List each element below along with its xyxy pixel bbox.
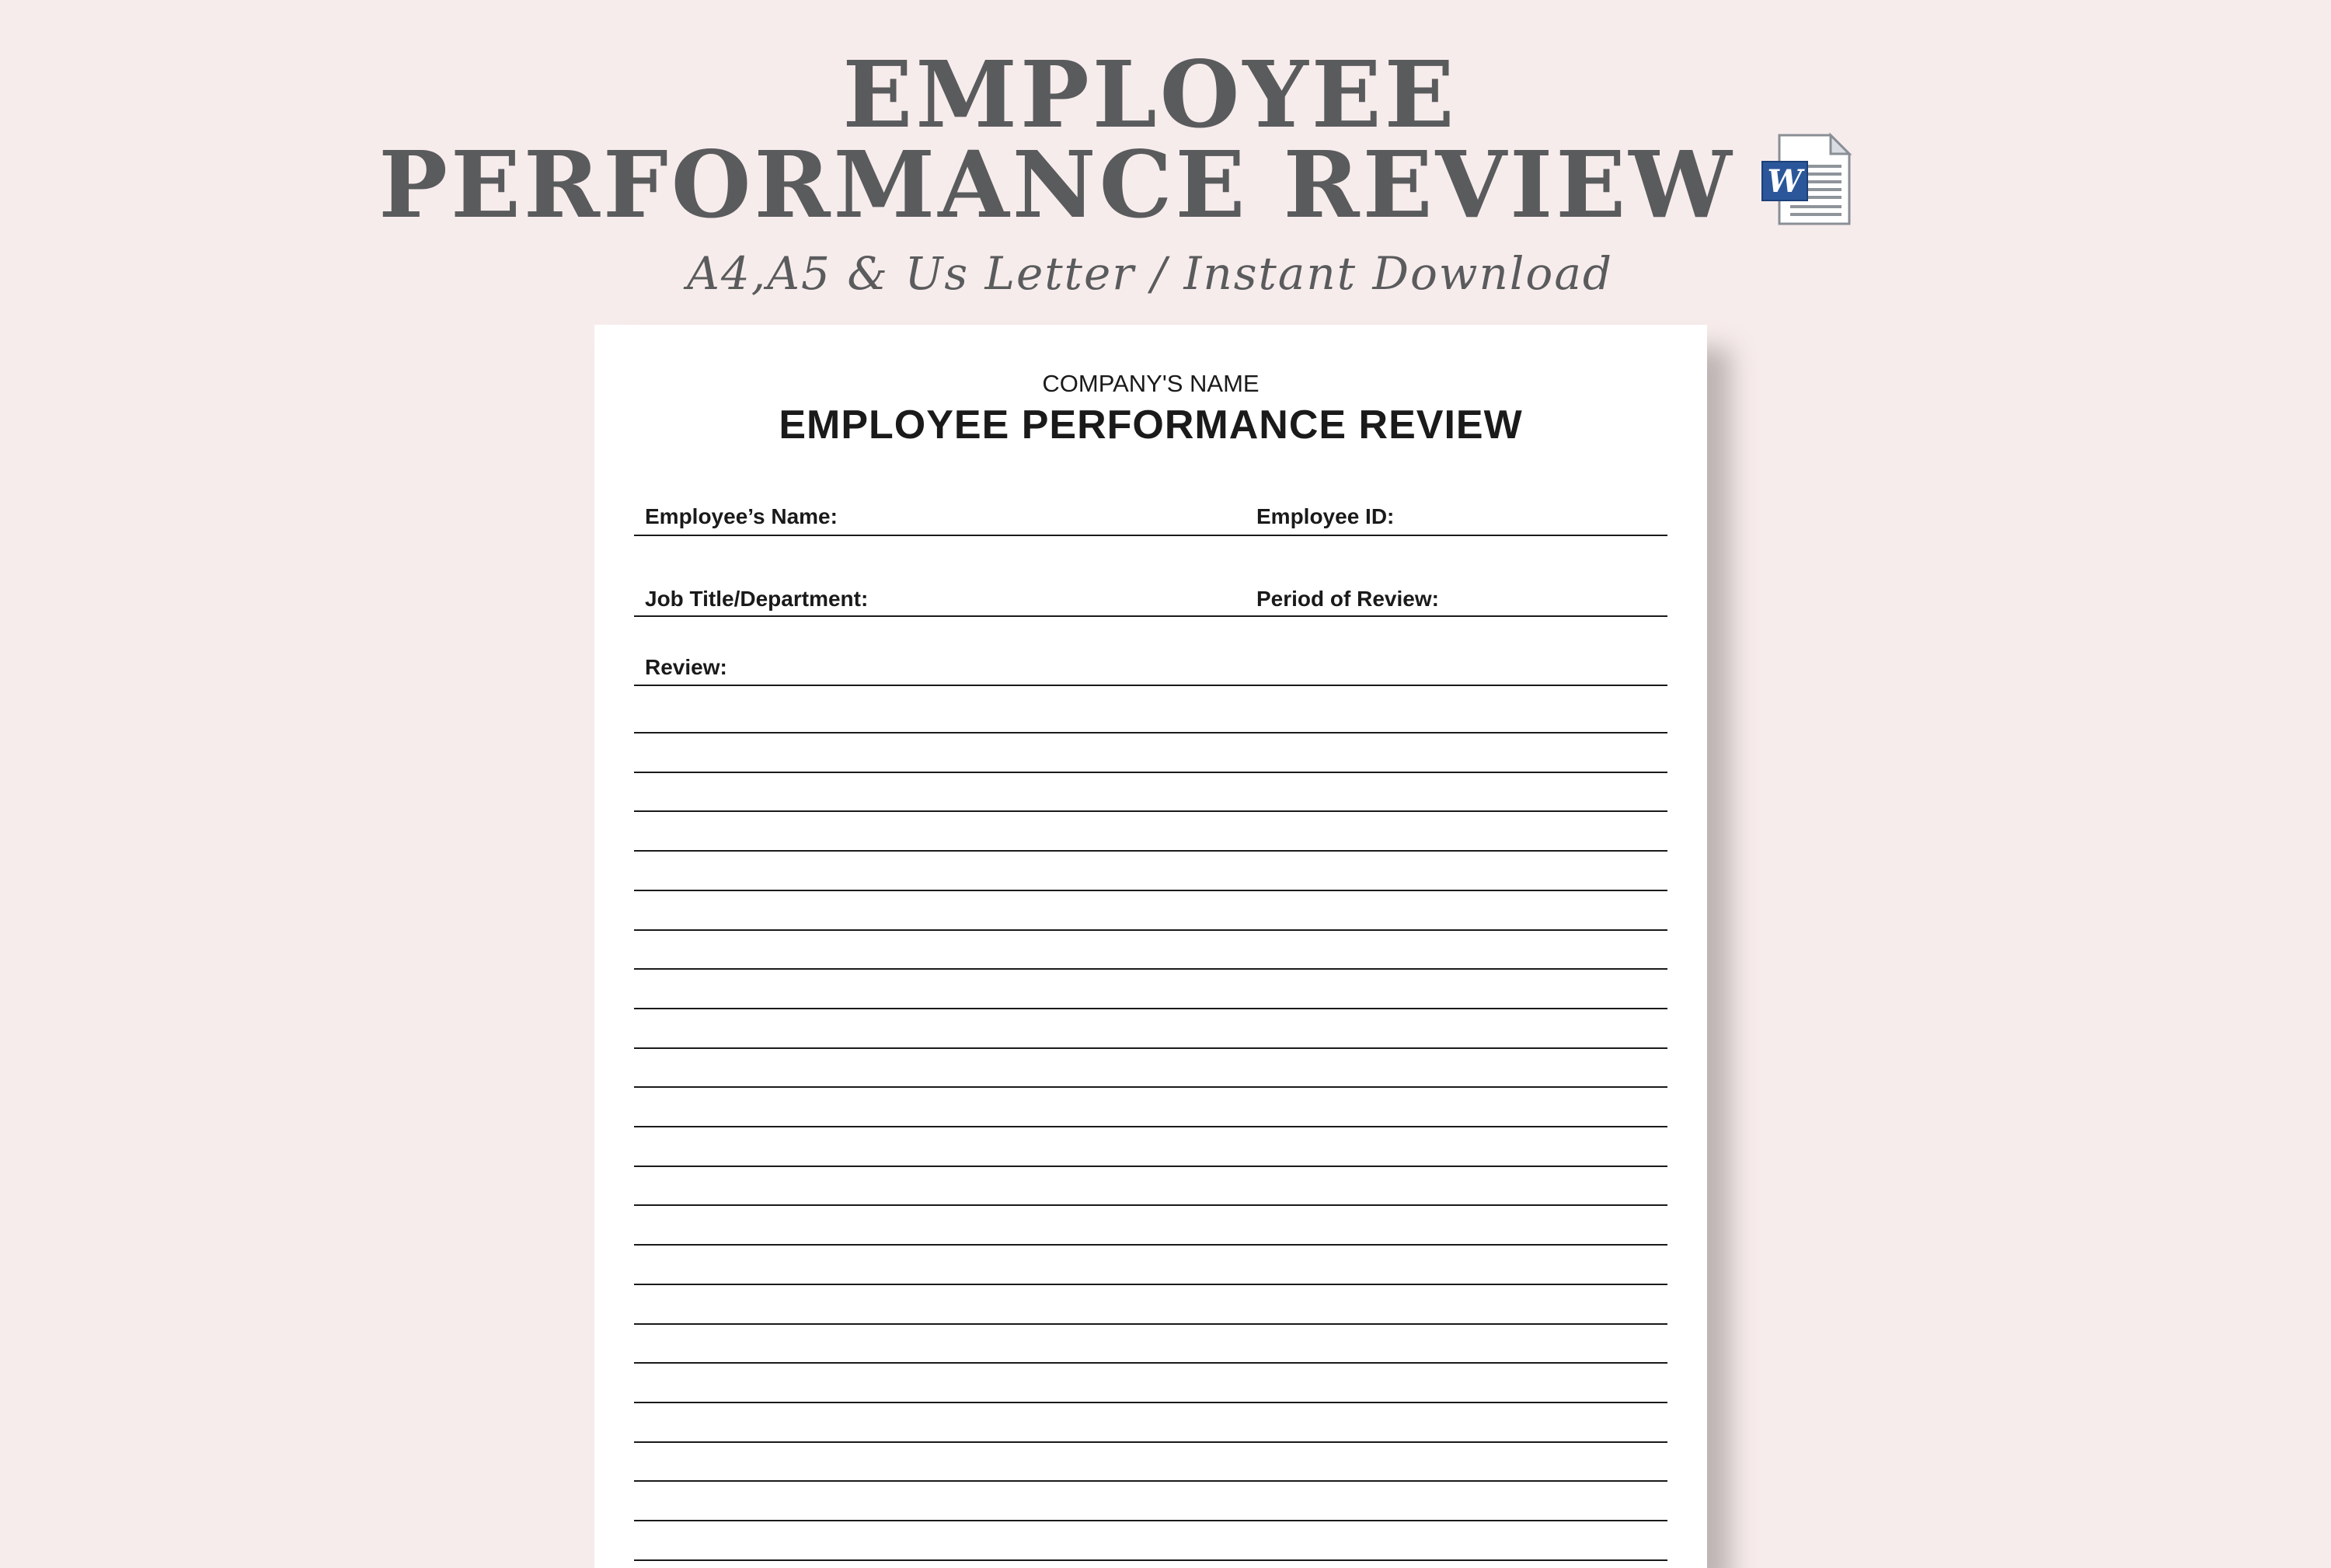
review-writing-line[interactable] [634, 1204, 1667, 1206]
banner-title-line-1: EMPLOYEE [842, 40, 1458, 148]
review-writing-line[interactable] [634, 1323, 1667, 1325]
review-writing-line[interactable] [634, 890, 1667, 891]
employee-id-label: Employee ID: [1256, 504, 1395, 528]
review-writing-line[interactable] [634, 810, 1667, 812]
banner-subtitle: A4,A5 & Us Letter / Instant Download [686, 247, 1614, 300]
review-writing-line[interactable] [634, 1480, 1667, 1482]
banner-title-line-2: PERFORMANCE REVIEW [378, 131, 1735, 239]
review-writing-line[interactable] [634, 1008, 1667, 1009]
review-writing-line[interactable] [634, 1086, 1667, 1088]
employee-name-label: Employee’s Name: [645, 504, 838, 528]
form-sheet [594, 325, 1707, 1568]
review-writing-line[interactable] [634, 1126, 1667, 1127]
review-line[interactable] [634, 685, 1667, 686]
job-title-line[interactable] [634, 615, 1667, 617]
review-writing-line[interactable] [634, 1559, 1667, 1561]
company-name: COMPANY'S NAME [1042, 370, 1260, 397]
review-writing-line[interactable] [634, 929, 1667, 931]
review-writing-line[interactable] [634, 1362, 1667, 1364]
period-of-review-label: Period of Review: [1256, 587, 1439, 611]
word-icon-letter: W [1767, 163, 1803, 200]
review-writing-line[interactable] [634, 1441, 1667, 1443]
word-document-icon [1759, 132, 1854, 227]
form-title: EMPLOYEE PERFORMANCE REVIEW [779, 402, 1523, 448]
review-writing-line[interactable] [634, 1284, 1667, 1285]
banner [0, 0, 2331, 319]
review-writing-line[interactable] [634, 1520, 1667, 1521]
review-writing-line[interactable] [634, 1166, 1667, 1167]
review-writing-line[interactable] [634, 968, 1667, 970]
review-writing-line[interactable] [634, 1047, 1667, 1049]
review-writing-line[interactable] [634, 772, 1667, 773]
job-title-label: Job Title/Department: [645, 587, 869, 611]
review-writing-line[interactable] [634, 1402, 1667, 1403]
employee-name-line[interactable] [634, 535, 1667, 536]
review-writing-line[interactable] [634, 850, 1667, 852]
review-writing-line[interactable] [634, 1244, 1667, 1246]
review-writing-line[interactable] [634, 732, 1667, 733]
review-label: Review: [645, 655, 727, 679]
